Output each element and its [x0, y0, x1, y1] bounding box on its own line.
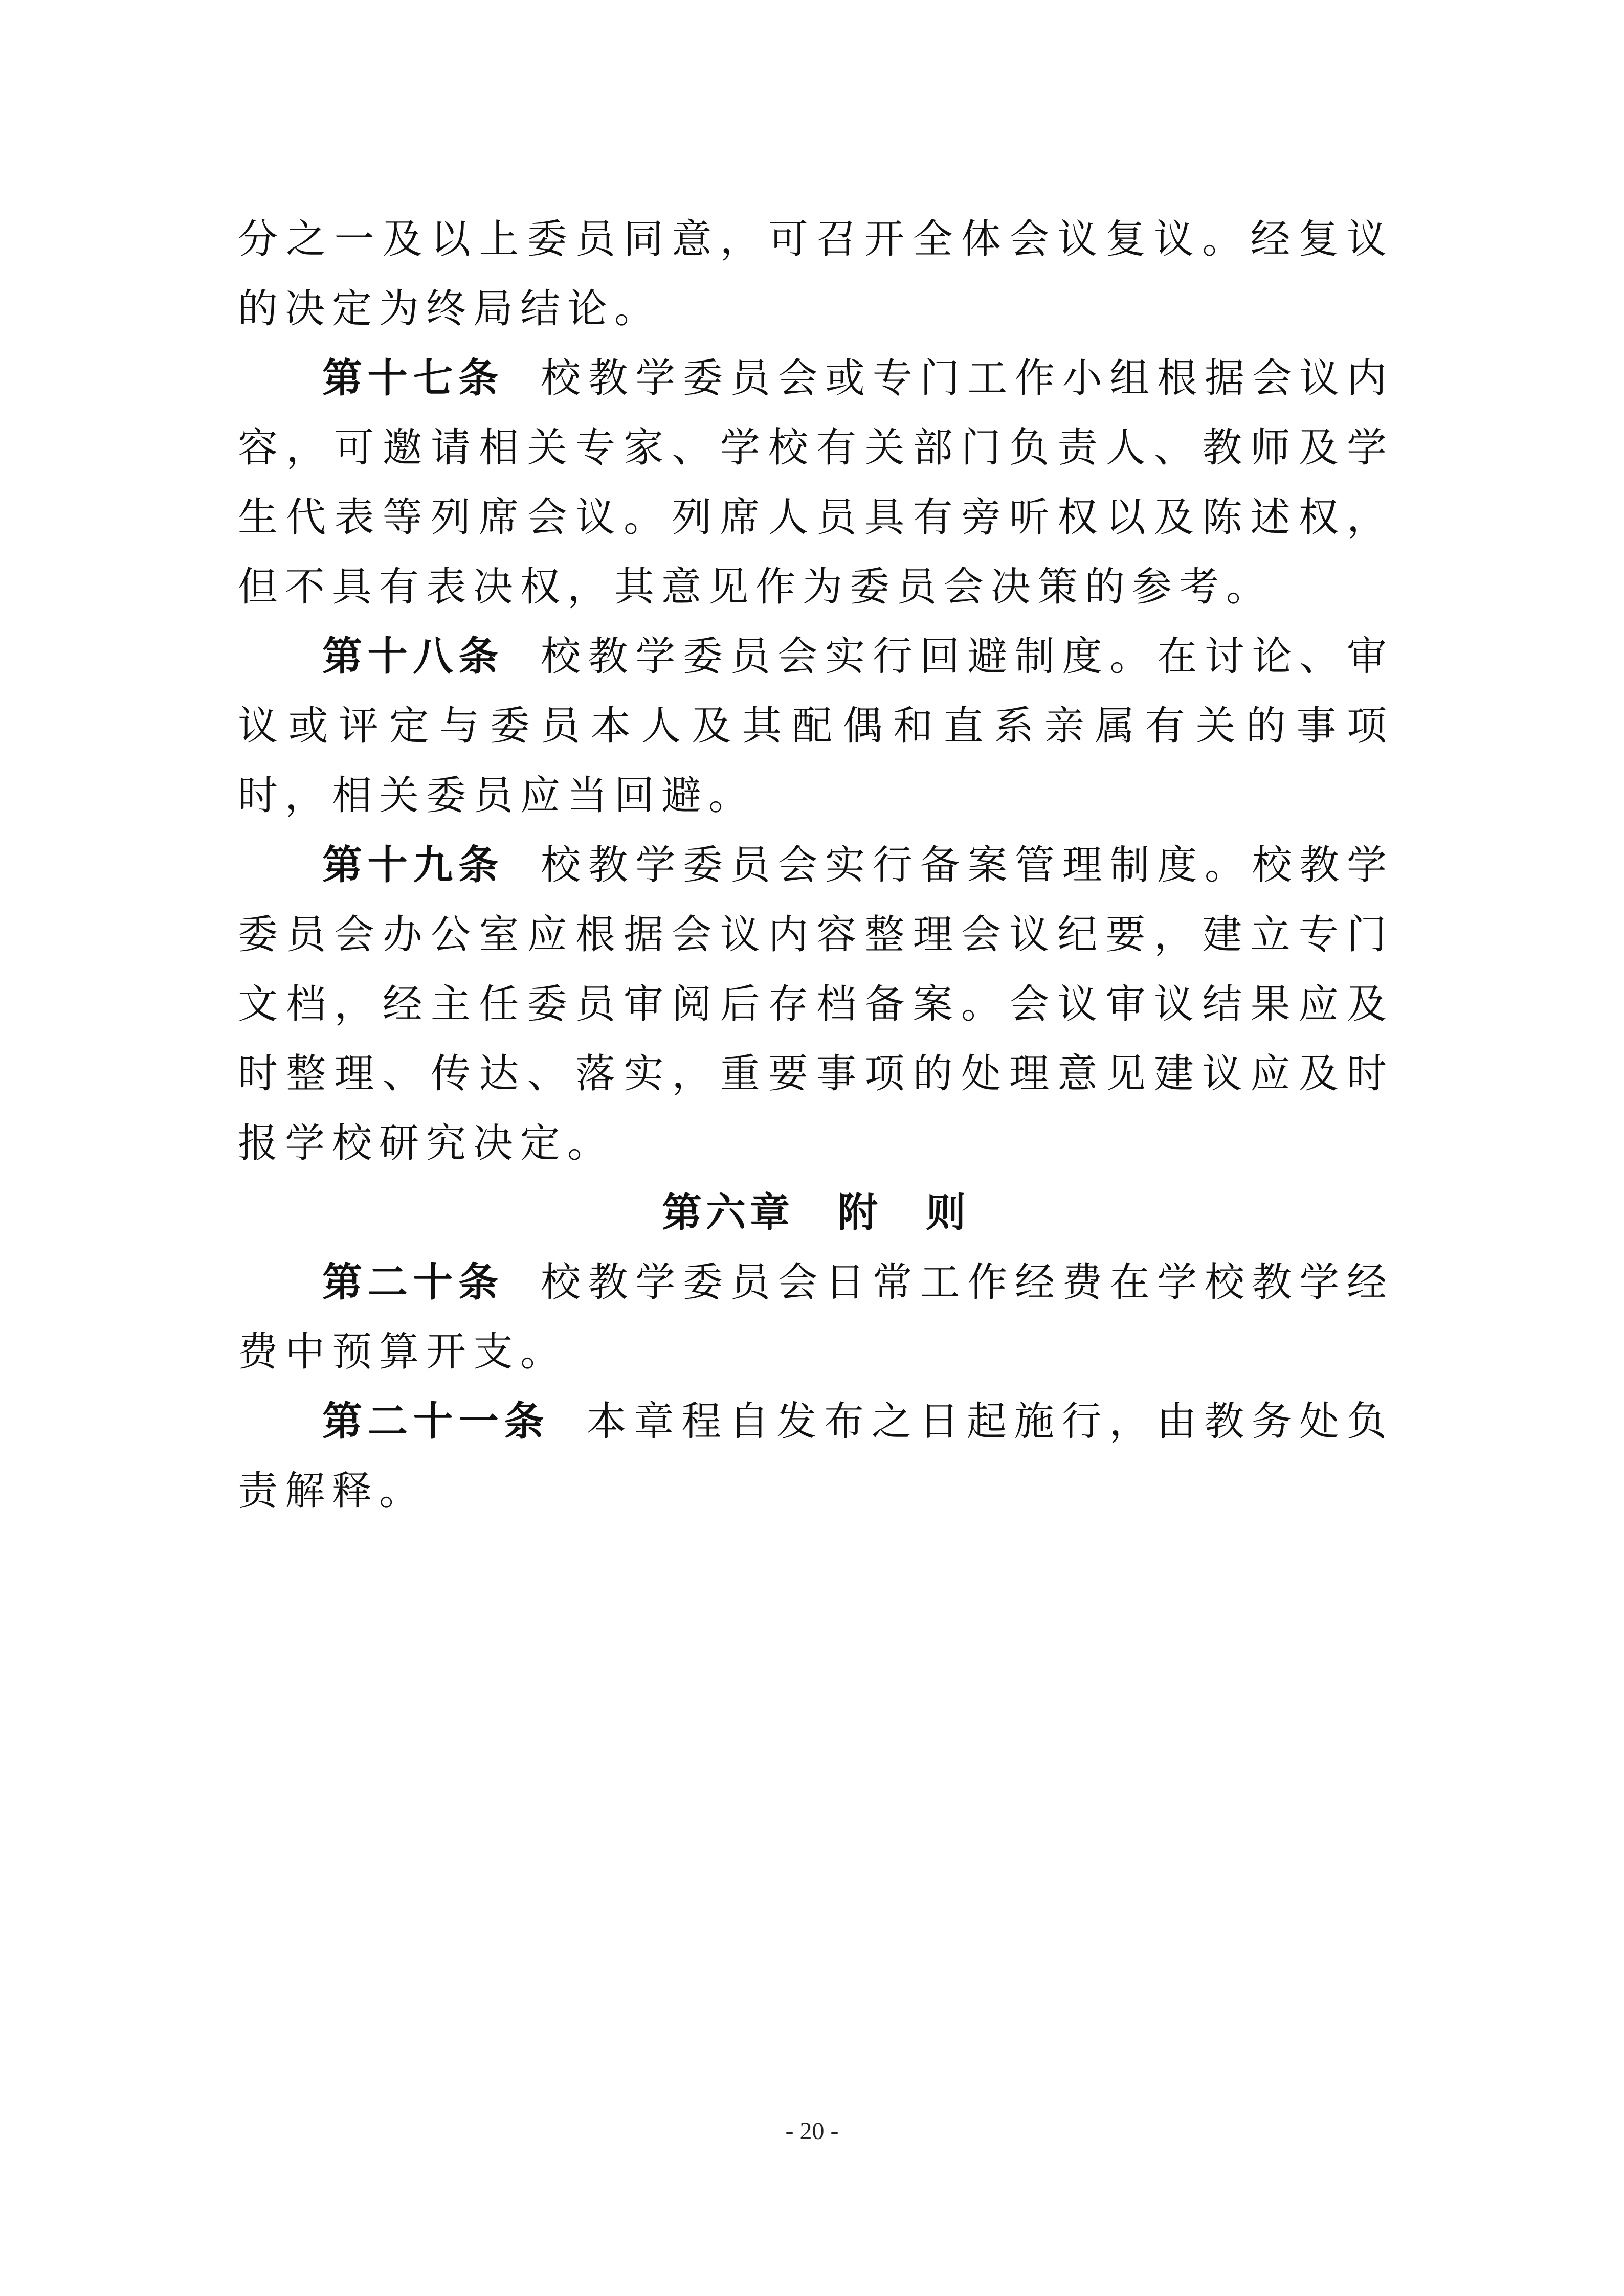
paragraph-continuation [238, 205, 1394, 344]
article-number: 第二十一条 [322, 1399, 550, 1445]
article-number: 第十七条 [322, 355, 504, 401]
article-number: 第十九条 [322, 842, 504, 888]
article-20 [238, 1248, 1394, 1387]
article-text: 校教学委员会日常工作经费在学校教学经费中预算开支。 [238, 1259, 1394, 1375]
article-19 [238, 830, 1394, 1178]
article-21 [238, 1387, 1394, 1526]
article-17 [238, 344, 1394, 622]
document-page [238, 205, 1394, 1526]
paragraph-text: 分之一及以上委员同意，可召开全体会议复议。经复议的决定为终局结论。 [238, 216, 1394, 332]
page-number: - 20 - [785, 2118, 839, 2145]
article-number: 第二十条 [322, 1259, 504, 1305]
article-text: 本章程自发布之日起施行，由教务处负责解释。 [238, 1399, 1394, 1514]
article-text: 校教学委员会实行回避制度。在讨论、审议或评定与委员本人及其配偶和直系亲属有关的事项时，相关委员应当回避。 [238, 634, 1394, 819]
article-18 [238, 622, 1394, 830]
article-text: 校教学委员会实行备案管理制度。校教学委员会办公室应根据会议内容整理会议纪要，建立专门文档，经主任委员审阅后存档备案。会议审议结果应及时整理、传达、落实，重要事项的处理意见建议应及时报学校研究决定。 [238, 842, 1394, 1166]
article-number: 第十八条 [322, 634, 504, 680]
article-text: 校教学委员会或专门工作小组根据会议内容，可邀请相关专家、学校有关部门负责人、教师及学生代表等列席会议。列席人员具有旁听权以及陈述权，但不具有表决权，其意见作为委员会决策的参考。 [238, 355, 1394, 610]
chapter-title: 第六章 附 则 [661, 1190, 970, 1236]
